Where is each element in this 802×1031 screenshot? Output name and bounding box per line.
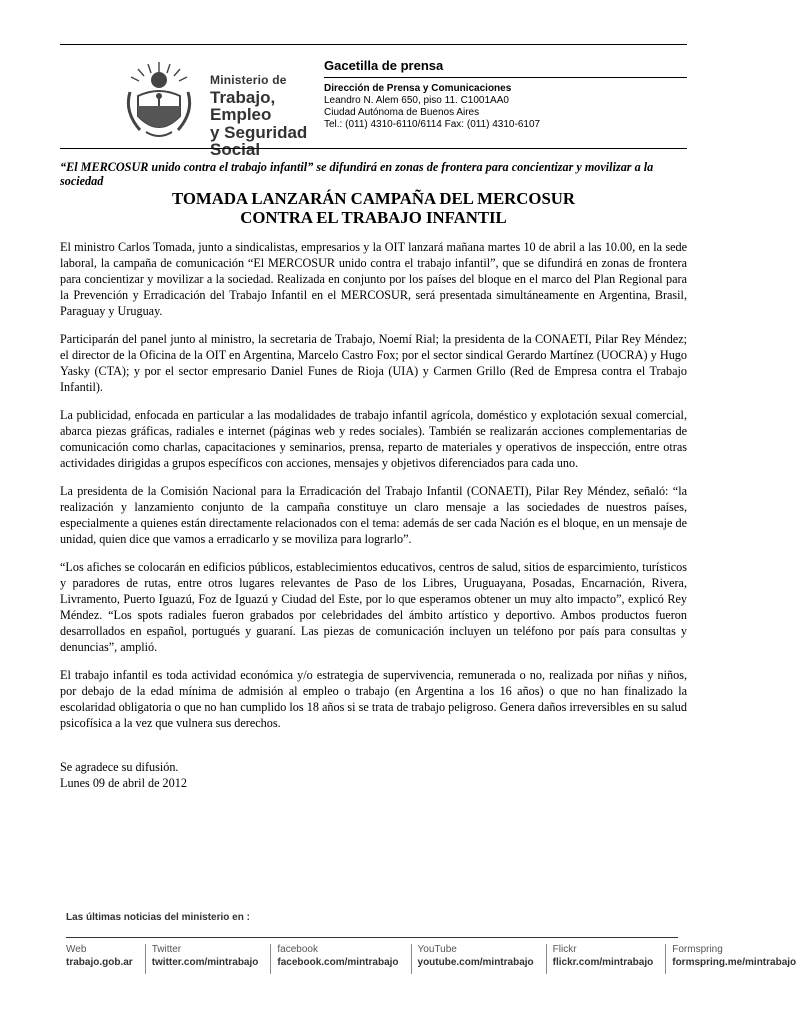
link-label: Formspring xyxy=(672,944,723,955)
city-line: Ciudad Autónoma de Buenos Aires xyxy=(324,107,480,118)
footer-link-flickr[interactable] xyxy=(553,944,660,974)
closing-date: Lunes 09 de abril de 2012 xyxy=(60,776,187,790)
article-headline xyxy=(60,189,687,227)
headline-line-1: TOMADA LANZARÁN CAMPAÑA DEL MERCOSUR xyxy=(171,189,576,208)
closing-block xyxy=(60,759,687,791)
paragraph: El trabajo infantil es toda actividad económica y/o estrategia de supervivencia, remunerada o no, realizada por niñas y niños, por debajo de la edad mínima de admisión al empleo o trabajo (en Argentina a los 16 años) o que no han finalizado la escolaridad obligatoria o que no han cumplido los 18 años si se trata de trabajo peligroso. Genera daños irreversibles en su salud psicofísica a la vez que vulnera sus derechos. xyxy=(60,668,687,730)
address-line: Leandro N. Alem 650, piso 11. C1001AA0 xyxy=(324,95,509,106)
footer xyxy=(60,912,797,974)
link-value[interactable]: facebook.com/mintrabajo xyxy=(277,957,399,968)
footer-separator xyxy=(270,944,271,974)
link-value[interactable]: youtube.com/mintrabajo xyxy=(417,957,534,968)
link-label: YouTube xyxy=(417,944,457,955)
closing-thanks: Se agradece su difusión. xyxy=(60,760,179,774)
article-subhead: “El MERCOSUR unido contra el trabajo infantil” se difundirá en zonas de frontera para concientizar y movilizar a la sociedad xyxy=(60,160,654,188)
press-release-block xyxy=(324,58,687,131)
article-body xyxy=(60,160,687,791)
link-label: facebook xyxy=(277,944,318,955)
paragraph: La publicidad, enfocada en particular a las modalidades de trabajo infantil agrícola, doméstico y explotación sexual comercial, abarca piezas gráficas, radiales e internet (páginas web y redes sociales). También se realizarán acciones complementarias de comunicación como charlas, capacitaciones y seminarios, prensa, reparto de materiales y operativos de inspección, entre otras actividades dirigidas a grupos específicos con acciones, mensajes y objetivos diferenciados para cada uno. xyxy=(60,408,687,470)
link-value[interactable]: trabajo.gob.ar xyxy=(66,957,133,968)
footer-divider xyxy=(66,937,678,938)
link-label: Flickr xyxy=(552,944,577,955)
footer-separator xyxy=(546,944,547,974)
national-seal-icon xyxy=(116,56,202,142)
headline-line-2: CONTRA EL TRABAJO INFANTIL xyxy=(240,208,507,227)
footer-separator xyxy=(411,944,412,974)
link-value[interactable]: flickr.com/mintrabajo xyxy=(552,957,654,968)
footer-separator xyxy=(145,944,146,974)
footer-link-youtube[interactable] xyxy=(418,944,540,974)
link-label: Twitter xyxy=(151,944,182,955)
paragraph: La presidenta de la Comisión Nacional para la Erradicación del Trabajo Infantil (CONAETI), Pilar Rey Méndez, señaló: “la realización y lanzamiento conjunto de la campaña constituye un claro mensaje a las sociedades de nuestros países, especialmente a quienes están directamente relacionados con el tema: además de ser cada Nación es el bloque, en un mensaje de unidad, quien dice que vamos a erradicarlo y se moviliza para lograrlo”. xyxy=(60,484,687,546)
ministry-name xyxy=(210,74,326,158)
brand-line-2: Trabajo, Empleo xyxy=(210,88,276,124)
footer-link-twitter[interactable] xyxy=(152,944,265,974)
paragraph: El ministro Carlos Tomada, junto a sindicalistas, empresarios y la OIT lanzará mañana martes 10 de abril a las 10.00, en la sede laboral, la campaña de comunicación “El MERCOSUR unido contra el trabajo infantil”, que se difundirá en zonas de frontera para concientizar y movilizar a la sociedad. Realizada en conjunto por los países del bloque en el marco del Plan Regional para la Prevención y Erradicación del Trabajo Infantil en el MERCOSUR, será presentada simultáneamente en Argentina, Brasil, Paraguay y Uruguay. xyxy=(60,240,687,318)
header-bottom-rule xyxy=(60,148,687,149)
footer-link-web[interactable] xyxy=(66,944,139,974)
link-value[interactable]: twitter.com/mintrabajo xyxy=(151,957,259,968)
footer-lead: Las últimas noticias del ministerio en : xyxy=(66,912,250,923)
footer-separator xyxy=(665,944,666,974)
brand-line-1: Ministerio de xyxy=(210,73,287,87)
link-label: Web xyxy=(66,944,87,955)
top-rule xyxy=(60,44,687,45)
ministry-logo xyxy=(116,56,326,159)
press-release-title: Gacetilla de prensa xyxy=(324,58,687,78)
link-value[interactable]: formspring.me/mintrabajo xyxy=(672,957,797,968)
footer-links xyxy=(66,944,797,974)
paragraph: “Los afiches se colocarán en edificios públicos, establecimientos educativos, centros de salud, sitios de esparcimiento, turísticos y paradores de rutas, entre otros lugares relevantes de Paso de los Libres, Uruguayana, Posadas, Encarnación, Rivera, Livramento, Puerto Iguazú, Foz de Iguazú y Ciudad del Este, por lo que esperamos obtener un muy alto impacto”, explicó Rey Méndez. “Los spots radiales fueron grabados por celebridades del ámbito artístico y deportivo. Ambos productos fueron desarrollados en español, portugués y guaraní. Las piezas de comunicación incluyen un teléfono por país para consultas y denuncias”, amplió. xyxy=(60,560,687,654)
phone-line: Tel.: (011) 4310-6110/6114 Fax: (011) 4310-6107 xyxy=(324,119,541,130)
footer-link-facebook[interactable] xyxy=(277,944,404,974)
letterhead xyxy=(60,48,687,159)
department-name: Dirección de Prensa y Comunicaciones xyxy=(324,83,512,94)
paragraph: Participarán del panel junto al ministro, la secretaria de Trabajo, Noemí Rial; la presidenta de la CONAETI, Pilar Rey Méndez; el director de la Oficina de la OIT en Argentina, Marcelo Castro Fox; por el sector sindical Gerardo Martínez (UOCRA) y Hugo Yasky (CTA); y por el sector empresario Daniel Funes de Rioja (UIA) y Carmen Grillo (Red de Empresa contra el Trabajo Infantil). xyxy=(60,332,687,394)
footer-link-formspring[interactable] xyxy=(672,944,802,974)
brand-line-3: y Seguridad Social xyxy=(210,123,308,159)
